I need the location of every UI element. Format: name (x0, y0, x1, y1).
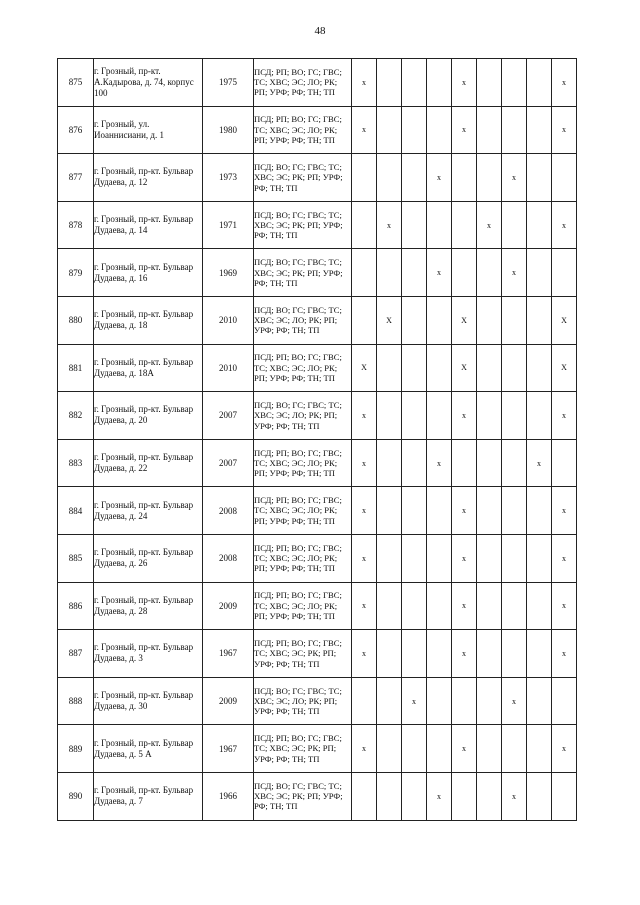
period-mark-cell (477, 249, 502, 297)
period-mark-cell (402, 392, 427, 440)
table-row (58, 677, 577, 725)
period-mark-cell (402, 725, 427, 773)
period-mark-cell: х (502, 772, 527, 820)
period-mark-cell (477, 59, 502, 107)
period-mark-cell: х (352, 725, 377, 773)
period-mark-cell (427, 677, 452, 725)
period-mark-cell (352, 772, 377, 820)
period-mark-cell (477, 772, 502, 820)
period-mark-cell: х (352, 534, 377, 582)
period-mark-cell: х (352, 582, 377, 630)
period-mark-cell (452, 439, 477, 487)
period-mark-cell (377, 534, 402, 582)
works-list-cell: ПСД; ВО; ГС; ГВС; ТС; ХВС; ЭС; РК; РП; УРФ; РФ; ТН; ТП (254, 249, 352, 297)
period-mark-cell: Х (452, 296, 477, 344)
period-mark-cell (527, 344, 552, 392)
year-built-cell: 1967 (203, 630, 254, 678)
period-mark-cell (377, 677, 402, 725)
period-mark-cell (427, 582, 452, 630)
period-mark-cell: х (552, 392, 577, 440)
period-mark-cell: х (427, 439, 452, 487)
period-mark-cell (402, 106, 427, 154)
works-list-cell: ПСД; РП; ВО; ГС; ГВС; ТС; ХВС; ЭС; ЛО; РК; РП; УРФ; РФ; ТН; ТП (254, 582, 352, 630)
table-row (58, 630, 577, 678)
period-mark-cell (402, 59, 427, 107)
period-mark-cell (527, 59, 552, 107)
period-mark-cell (402, 534, 427, 582)
period-mark-cell (502, 106, 527, 154)
table-row (58, 59, 577, 107)
period-mark-cell: Х (352, 344, 377, 392)
period-mark-cell: х (427, 772, 452, 820)
year-built-cell: 1973 (203, 154, 254, 202)
period-mark-cell (477, 154, 502, 202)
row-number-cell: 890 (58, 772, 94, 820)
year-built-cell: 1966 (203, 772, 254, 820)
period-mark-cell (527, 772, 552, 820)
row-number-cell: 886 (58, 582, 94, 630)
period-mark-cell (352, 154, 377, 202)
period-mark-cell (552, 677, 577, 725)
period-mark-cell (427, 296, 452, 344)
period-mark-cell (477, 582, 502, 630)
period-mark-cell: х (377, 201, 402, 249)
year-built-cell: 2010 (203, 296, 254, 344)
works-list-cell: ПСД; ВО; ГС; ГВС; ТС; ХВС; ЭС; РК; РП; УРФ; РФ; ТН; ТП (254, 201, 352, 249)
period-mark-cell: х (552, 534, 577, 582)
period-mark-cell: х (477, 201, 502, 249)
row-number-cell: 889 (58, 725, 94, 773)
period-mark-cell (427, 487, 452, 535)
period-mark-cell (402, 772, 427, 820)
period-mark-cell (502, 392, 527, 440)
period-mark-cell: х (352, 59, 377, 107)
period-mark-cell (427, 106, 452, 154)
address-cell: г. Грозный, пр-кт. Бульвар Дудаева, д. 3 (94, 630, 203, 678)
table-row (58, 344, 577, 392)
period-mark-cell (502, 59, 527, 107)
period-mark-cell: х (552, 106, 577, 154)
period-mark-cell (377, 344, 402, 392)
year-built-cell: 2007 (203, 392, 254, 440)
period-mark-cell (427, 630, 452, 678)
address-cell: г. Грозный, пр-кт. Бульвар Дудаева, д. 12 (94, 154, 203, 202)
period-mark-cell (427, 201, 452, 249)
period-mark-cell (477, 296, 502, 344)
table-row (58, 725, 577, 773)
address-cell: г. Грозный, пр-кт. Бульвар Дудаева, д. 20 (94, 392, 203, 440)
period-mark-cell (527, 249, 552, 297)
year-built-cell: 2010 (203, 344, 254, 392)
period-mark-cell: х (552, 487, 577, 535)
row-number-cell: 878 (58, 201, 94, 249)
period-mark-cell (552, 439, 577, 487)
row-number-cell: 884 (58, 487, 94, 535)
period-mark-cell: х (402, 677, 427, 725)
row-number-cell: 883 (58, 439, 94, 487)
period-mark-cell: Х (452, 344, 477, 392)
row-number-cell: 885 (58, 534, 94, 582)
period-mark-cell: х (552, 201, 577, 249)
period-mark-cell (502, 582, 527, 630)
period-mark-cell (477, 439, 502, 487)
period-mark-cell (552, 772, 577, 820)
period-mark-cell (377, 59, 402, 107)
period-mark-cell (377, 630, 402, 678)
period-mark-cell (527, 534, 552, 582)
period-mark-cell (377, 392, 402, 440)
works-list-cell: ПСД; ВО; ГС; ГВС; ТС; ХВС; ЭС; ЛО; РК; РП; УРФ; РФ; ТН; ТП (254, 677, 352, 725)
table-row (58, 249, 577, 297)
period-mark-cell: Х (552, 296, 577, 344)
year-built-cell: 1975 (203, 59, 254, 107)
period-mark-cell: х (452, 59, 477, 107)
period-mark-cell (427, 725, 452, 773)
period-mark-cell: х (452, 487, 477, 535)
works-list-cell: ПСД; РП; ВО; ГС; ГВС; ТС; ХВС; ЭС; РК; РП; УРФ; РФ; ТН; ТП (254, 725, 352, 773)
period-mark-cell: х (352, 392, 377, 440)
period-mark-cell (477, 344, 502, 392)
page-number: 48 (314, 25, 326, 37)
row-number-cell: 887 (58, 630, 94, 678)
period-mark-cell (502, 344, 527, 392)
period-mark-cell (477, 487, 502, 535)
period-mark-cell (452, 154, 477, 202)
period-mark-cell (552, 249, 577, 297)
period-mark-cell: х (527, 439, 552, 487)
address-cell: г. Грозный, пр-кт. Бульвар Дудаева, д. 30 (94, 677, 203, 725)
works-list-cell: ПСД; ВО; ГС; ГВС; ТС; ХВС; ЭС; РК; РП; УРФ; РФ; ТН; ТП (254, 154, 352, 202)
row-number-cell: 879 (58, 249, 94, 297)
address-cell: г. Грозный, пр-кт. Бульвар Дудаева, д. 18 (94, 296, 203, 344)
period-mark-cell (527, 630, 552, 678)
year-built-cell: 1980 (203, 106, 254, 154)
period-mark-cell: х (452, 392, 477, 440)
period-mark-cell (427, 534, 452, 582)
table-row (58, 154, 577, 202)
table-row (58, 201, 577, 249)
works-list-cell: ПСД; ВО; ГС; ГВС; ТС; ХВС; ЭС; РК; РП; УРФ; РФ; ТН; ТП (254, 772, 352, 820)
year-built-cell: 1971 (203, 201, 254, 249)
period-mark-cell (352, 249, 377, 297)
period-mark-cell (527, 582, 552, 630)
address-cell: г. Грозный, пр-кт. Бульвар Дудаева, д. 22 (94, 439, 203, 487)
period-mark-cell: х (552, 630, 577, 678)
period-mark-cell: х (502, 677, 527, 725)
period-mark-cell (402, 344, 427, 392)
period-mark-cell: х (452, 630, 477, 678)
period-mark-cell (502, 534, 527, 582)
period-mark-cell (502, 296, 527, 344)
period-mark-cell: х (352, 630, 377, 678)
period-mark-cell (552, 154, 577, 202)
address-cell: г. Грозный, пр-кт. Бульвар Дудаева, д. 5 А (94, 725, 203, 773)
address-cell: г. Грозный, пр-кт. Бульвар Дудаева, д. 7 (94, 772, 203, 820)
row-number-cell: 877 (58, 154, 94, 202)
period-mark-cell (377, 106, 402, 154)
table-row (58, 534, 577, 582)
period-mark-cell: х (552, 582, 577, 630)
period-mark-cell (402, 201, 427, 249)
year-built-cell: 2008 (203, 487, 254, 535)
year-built-cell: 1969 (203, 249, 254, 297)
table-row (58, 392, 577, 440)
year-built-cell: 2009 (203, 677, 254, 725)
period-mark-cell (527, 392, 552, 440)
period-mark-cell (502, 439, 527, 487)
period-mark-cell (527, 725, 552, 773)
period-mark-cell (402, 154, 427, 202)
period-mark-cell (477, 630, 502, 678)
period-mark-cell (502, 630, 527, 678)
year-built-cell: 1967 (203, 725, 254, 773)
row-number-cell: 882 (58, 392, 94, 440)
period-mark-cell (352, 677, 377, 725)
works-list-cell: ПСД; РП; ВО; ГС; ГВС; ТС; ХВС; ЭС; ЛО; РК; РП; УРФ; РФ; ТН; ТП (254, 487, 352, 535)
row-number-cell: 876 (58, 106, 94, 154)
period-mark-cell (527, 201, 552, 249)
period-mark-cell (402, 249, 427, 297)
period-mark-cell (427, 59, 452, 107)
period-mark-cell (402, 630, 427, 678)
row-number-cell: 888 (58, 677, 94, 725)
period-mark-cell (377, 582, 402, 630)
period-mark-cell (402, 296, 427, 344)
works-list-cell: ПСД; РП; ВО; ГС; ГВС; ТС; ХВС; ЭС; ЛО; РК; РП; УРФ; РФ; ТН; ТП (254, 106, 352, 154)
period-mark-cell: х (427, 154, 452, 202)
works-list-cell: ПСД; ВО; ГС; ГВС; ТС; ХВС; ЭС; ЛО; РК; РП; УРФ; РФ; ТН; ТП (254, 392, 352, 440)
period-mark-cell: х (427, 249, 452, 297)
works-list-cell: ПСД; ВО; ГС; ГВС; ТС; ХВС; ЭС; ЛО; РК; РП; УРФ; РФ; ТН; ТП (254, 296, 352, 344)
address-cell: г. Грозный, пр-кт. Бульвар Дудаева, д. 26 (94, 534, 203, 582)
period-mark-cell (527, 106, 552, 154)
registry-body (58, 59, 577, 821)
table-row (58, 772, 577, 820)
period-mark-cell (527, 154, 552, 202)
period-mark-cell: х (352, 439, 377, 487)
works-list-cell: ПСД; РП; ВО; ГС; ГВС; ТС; ХВС; ЭС; ЛО; РК; РП; УРФ; РФ; ТН; ТП (254, 534, 352, 582)
period-mark-cell: х (452, 582, 477, 630)
year-built-cell: 2008 (203, 534, 254, 582)
period-mark-cell (477, 725, 502, 773)
period-mark-cell (527, 487, 552, 535)
address-cell: г. Грозный, ул. Иоаннисиани, д. 1 (94, 106, 203, 154)
period-mark-cell (452, 772, 477, 820)
period-mark-cell (527, 677, 552, 725)
period-mark-cell (502, 487, 527, 535)
table-row (58, 296, 577, 344)
period-mark-cell (402, 582, 427, 630)
period-mark-cell: х (452, 725, 477, 773)
period-mark-cell: х (352, 487, 377, 535)
period-mark-cell (402, 439, 427, 487)
period-mark-cell: х (352, 106, 377, 154)
table-row (58, 487, 577, 535)
period-mark-cell (502, 201, 527, 249)
period-mark-cell (427, 392, 452, 440)
address-cell: г. Грозный, пр-кт. Бульвар Дудаева, д. 24 (94, 487, 203, 535)
period-mark-cell (377, 439, 402, 487)
period-mark-cell (452, 201, 477, 249)
row-number-cell: 875 (58, 59, 94, 107)
period-mark-cell (352, 201, 377, 249)
address-cell: г. Грозный, пр-кт. А.Кадырова, д. 74, корпус 100 (94, 59, 203, 107)
row-number-cell: 880 (58, 296, 94, 344)
period-mark-cell: Х (552, 344, 577, 392)
period-mark-cell (402, 487, 427, 535)
table-row (58, 439, 577, 487)
address-cell: г. Грозный, пр-кт. Бульвар Дудаева, д. 16 (94, 249, 203, 297)
period-mark-cell (377, 725, 402, 773)
period-mark-cell (477, 677, 502, 725)
period-mark-cell (477, 534, 502, 582)
period-mark-cell (477, 392, 502, 440)
period-mark-cell: х (552, 725, 577, 773)
period-mark-cell (377, 487, 402, 535)
period-mark-cell (477, 106, 502, 154)
works-list-cell: ПСД; РП; ВО; ГС; ГВС; ТС; ХВС; ЭС; РК; РП; УРФ; РФ; ТН; ТП (254, 630, 352, 678)
address-cell: г. Грозный, пр-кт. Бульвар Дудаева, д. 14 (94, 201, 203, 249)
period-mark-cell (377, 154, 402, 202)
period-mark-cell (377, 249, 402, 297)
address-cell: г. Грозный, пр-кт. Бульвар Дудаева, д. 18А (94, 344, 203, 392)
period-mark-cell (452, 249, 477, 297)
period-mark-cell: Х (377, 296, 402, 344)
period-mark-cell: х (552, 59, 577, 107)
housing-registry-table (57, 58, 577, 821)
period-mark-cell (527, 296, 552, 344)
address-cell: г. Грозный, пр-кт. Бульвар Дудаева, д. 28 (94, 582, 203, 630)
period-mark-cell (352, 296, 377, 344)
year-built-cell: 2009 (203, 582, 254, 630)
period-mark-cell: х (452, 106, 477, 154)
works-list-cell: ПСД; РП; ВО; ГС; ГВС; ТС; ХВС; ЭС; ЛО; РК; РП; УРФ; РФ; ТН; ТП (254, 59, 352, 107)
period-mark-cell: х (452, 534, 477, 582)
table-row (58, 106, 577, 154)
works-list-cell: ПСД; РП; ВО; ГС; ГВС; ТС; ХВС; ЭС; ЛО; РК; РП; УРФ; РФ; ТН; ТП (254, 344, 352, 392)
period-mark-cell (452, 677, 477, 725)
period-mark-cell (427, 344, 452, 392)
table-row (58, 582, 577, 630)
row-number-cell: 881 (58, 344, 94, 392)
period-mark-cell (502, 725, 527, 773)
year-built-cell: 2007 (203, 439, 254, 487)
period-mark-cell: х (502, 154, 527, 202)
period-mark-cell: х (502, 249, 527, 297)
works-list-cell: ПСД; РП; ВО; ГС; ГВС; ТС; ХВС; ЭС; ЛО; РК; РП; УРФ; РФ; ТН; ТП (254, 439, 352, 487)
period-mark-cell (377, 772, 402, 820)
